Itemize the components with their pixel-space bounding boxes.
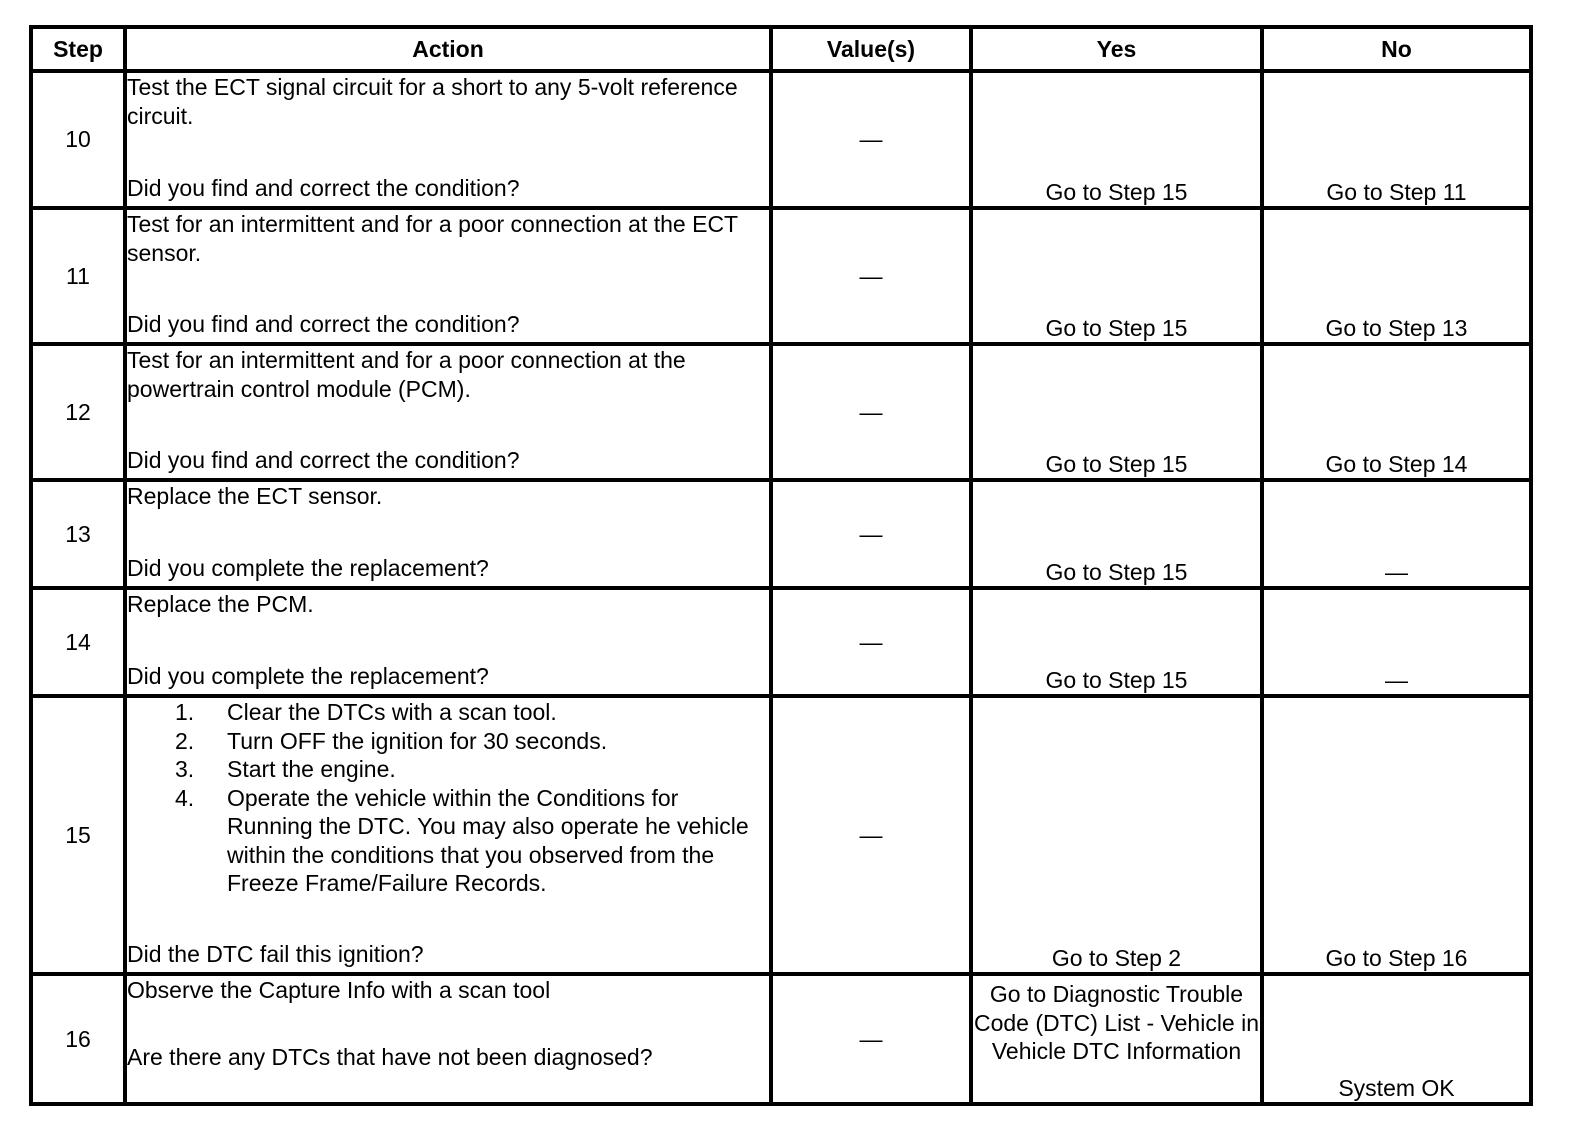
value-cell: — — [771, 71, 971, 208]
action-text: Replace the PCM. — [127, 591, 314, 617]
action-question: Did you complete the replacement? — [127, 662, 489, 689]
action-cell — [125, 344, 771, 480]
action-question: Did the DTC fail this ignition? — [127, 940, 424, 967]
action-cell — [125, 696, 771, 974]
no-cell: — — [1262, 480, 1531, 588]
header-row — [31, 27, 1531, 71]
no-cell: Go to Step 14 — [1262, 344, 1531, 480]
step-number: 15 — [31, 696, 125, 974]
yes-cell: Go to Step 15 — [971, 480, 1262, 588]
list-text: Clear the DTCs with a scan tool. — [227, 699, 557, 725]
action-question: Did you complete the replacement? — [127, 554, 489, 581]
action-cell — [125, 71, 771, 208]
action-text: Test for an intermittent and for a poor connection at the ECT sensor. — [127, 211, 738, 266]
header-no: No — [1262, 27, 1531, 71]
yes-cell: Go to Step 2 — [971, 696, 1262, 974]
header-yes: Yes — [971, 27, 1262, 71]
table-row — [31, 208, 1531, 344]
list-number: 2. — [175, 727, 195, 754]
no-cell: — — [1262, 588, 1531, 696]
procedure-list — [127, 698, 769, 898]
header-step: Step — [31, 27, 125, 71]
step-number: 12 — [31, 344, 125, 480]
yes-cell: Go to Step 15 — [971, 588, 1262, 696]
action-question: Did you find and correct the condition? — [127, 310, 520, 337]
list-item — [175, 784, 769, 898]
table-row — [31, 71, 1531, 208]
action-text: Test the ECT signal circuit for a short to any 5-volt reference circuit. — [127, 74, 738, 129]
value-cell: — — [771, 344, 971, 480]
action-cell — [125, 974, 771, 1104]
header-values: Value(s) — [771, 27, 971, 71]
step-number: 14 — [31, 588, 125, 696]
value-cell: — — [771, 208, 971, 344]
action-cell — [125, 480, 771, 588]
no-cell: Go to Step 11 — [1262, 71, 1531, 208]
action-text: Replace the ECT sensor. — [127, 483, 383, 509]
yes-cell: Go to Step 15 — [971, 208, 1262, 344]
step-number: 11 — [31, 208, 125, 344]
header-action: Action — [125, 27, 771, 71]
yes-cell: Go to Diagnostic Trouble Code (DTC) List - Vehicle in Vehicle DTC Information — [971, 974, 1262, 1104]
list-text: Operate the vehicle within the Conditions for Running the DTC. You may also operate he vehicle within the conditions that you observed from the Freeze Frame/Failure Records. — [227, 784, 749, 896]
action-text: Test for an intermittent and for a poor connection at the powertrain control module (PCM). — [127, 347, 686, 402]
list-text: Start the engine. — [227, 756, 396, 782]
list-number: 3. — [175, 756, 195, 782]
no-cell: Go to Step 16 — [1262, 696, 1531, 974]
value-cell: — — [771, 974, 971, 1104]
diagnostic-table — [29, 25, 1533, 1106]
table-row — [31, 344, 1531, 480]
table-row — [31, 480, 1531, 588]
list-number: 4. — [175, 784, 195, 811]
yes-cell: Go to Step 15 — [971, 344, 1262, 480]
list-item — [175, 698, 769, 727]
table-row — [31, 696, 1531, 974]
no-cell: System OK — [1262, 974, 1531, 1104]
action-question: Did you find and correct the condition? — [127, 446, 520, 473]
list-text: Turn OFF the ignition for 30 seconds. — [227, 727, 608, 754]
value-cell: — — [771, 480, 971, 588]
action-cell — [125, 588, 771, 696]
yes-cell: Go to Step 15 — [971, 71, 1262, 208]
list-item — [175, 755, 769, 784]
step-number: 13 — [31, 480, 125, 588]
action-cell — [125, 208, 771, 344]
action-question: Did you find and correct the condition? — [127, 174, 520, 201]
value-cell: — — [771, 696, 971, 974]
value-cell: — — [771, 588, 971, 696]
list-item — [175, 727, 769, 756]
table-row — [31, 974, 1531, 1104]
list-number: 1. — [175, 699, 195, 725]
table-row — [31, 588, 1531, 696]
step-number: 16 — [31, 974, 125, 1104]
step-number: 10 — [31, 71, 125, 208]
no-cell: Go to Step 13 — [1262, 208, 1531, 344]
action-question: Are there any DTCs that have not been diagnosed? — [127, 1043, 653, 1070]
action-text: Observe the Capture Info with a scan tool — [127, 977, 551, 1003]
